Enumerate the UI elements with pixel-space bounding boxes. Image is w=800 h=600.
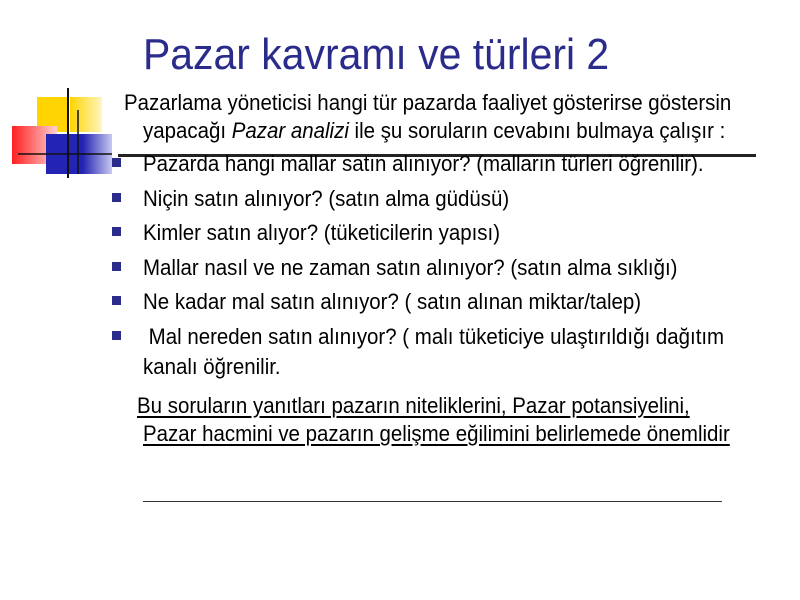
square-bullet-icon <box>112 331 121 340</box>
square-bullet-icon <box>112 262 121 271</box>
list-item: Mallar nasıl ve ne zaman satın alınıyor? (satın alma sıklığı) <box>143 255 678 280</box>
intro-emphasis: Pazar analizi <box>231 118 349 143</box>
list-item: Ne kadar mal satın alınıyor? ( satın alınan miktar/talep) <box>143 289 642 314</box>
list-item: Pazarda hangi mallar satın alınıyor? (malların türleri öğrenilir). <box>143 151 704 176</box>
list-item: Kimler satın alıyor? (tüketicilerin yapısı) <box>143 220 501 245</box>
list-item-continuation: kanalı öğrenilir. <box>143 354 281 379</box>
slide-title: Pazar kavramı ve türleri 2 <box>143 30 610 79</box>
list-item: Niçin satın alınıyor? (satın alma güdüsü) <box>143 186 510 211</box>
square-bullet-icon <box>112 158 121 167</box>
intro-line-2-post: ile şu soruların cevabını bulmaya çalışır : <box>348 118 726 143</box>
square-bullet-icon <box>112 193 121 202</box>
square-bullet-icon <box>112 227 121 236</box>
intro-line-2-pre: yapacağı <box>143 118 232 143</box>
conclusion-line-1: Bu soruların yanıtları pazarın niteliklerini, Pazar potansiyelini, <box>137 393 690 418</box>
intro-line-1: Pazarlama yöneticisi hangi tür pazarda faaliyet gösterirse göstersin <box>124 90 732 115</box>
conclusion-line-2: Pazar hacmini ve pazarın gelişme eğilimini belirlemede önemlidir <box>143 421 730 446</box>
list-item: Mal nereden satın alınıyor? ( malı tüketiciye ulaştırıldığı dağıtım <box>143 324 725 349</box>
footer-rule <box>143 501 722 502</box>
intro-line-2 <box>143 118 725 144</box>
square-bullet-icon <box>112 296 121 305</box>
color-blocks-decoration <box>0 0 120 190</box>
